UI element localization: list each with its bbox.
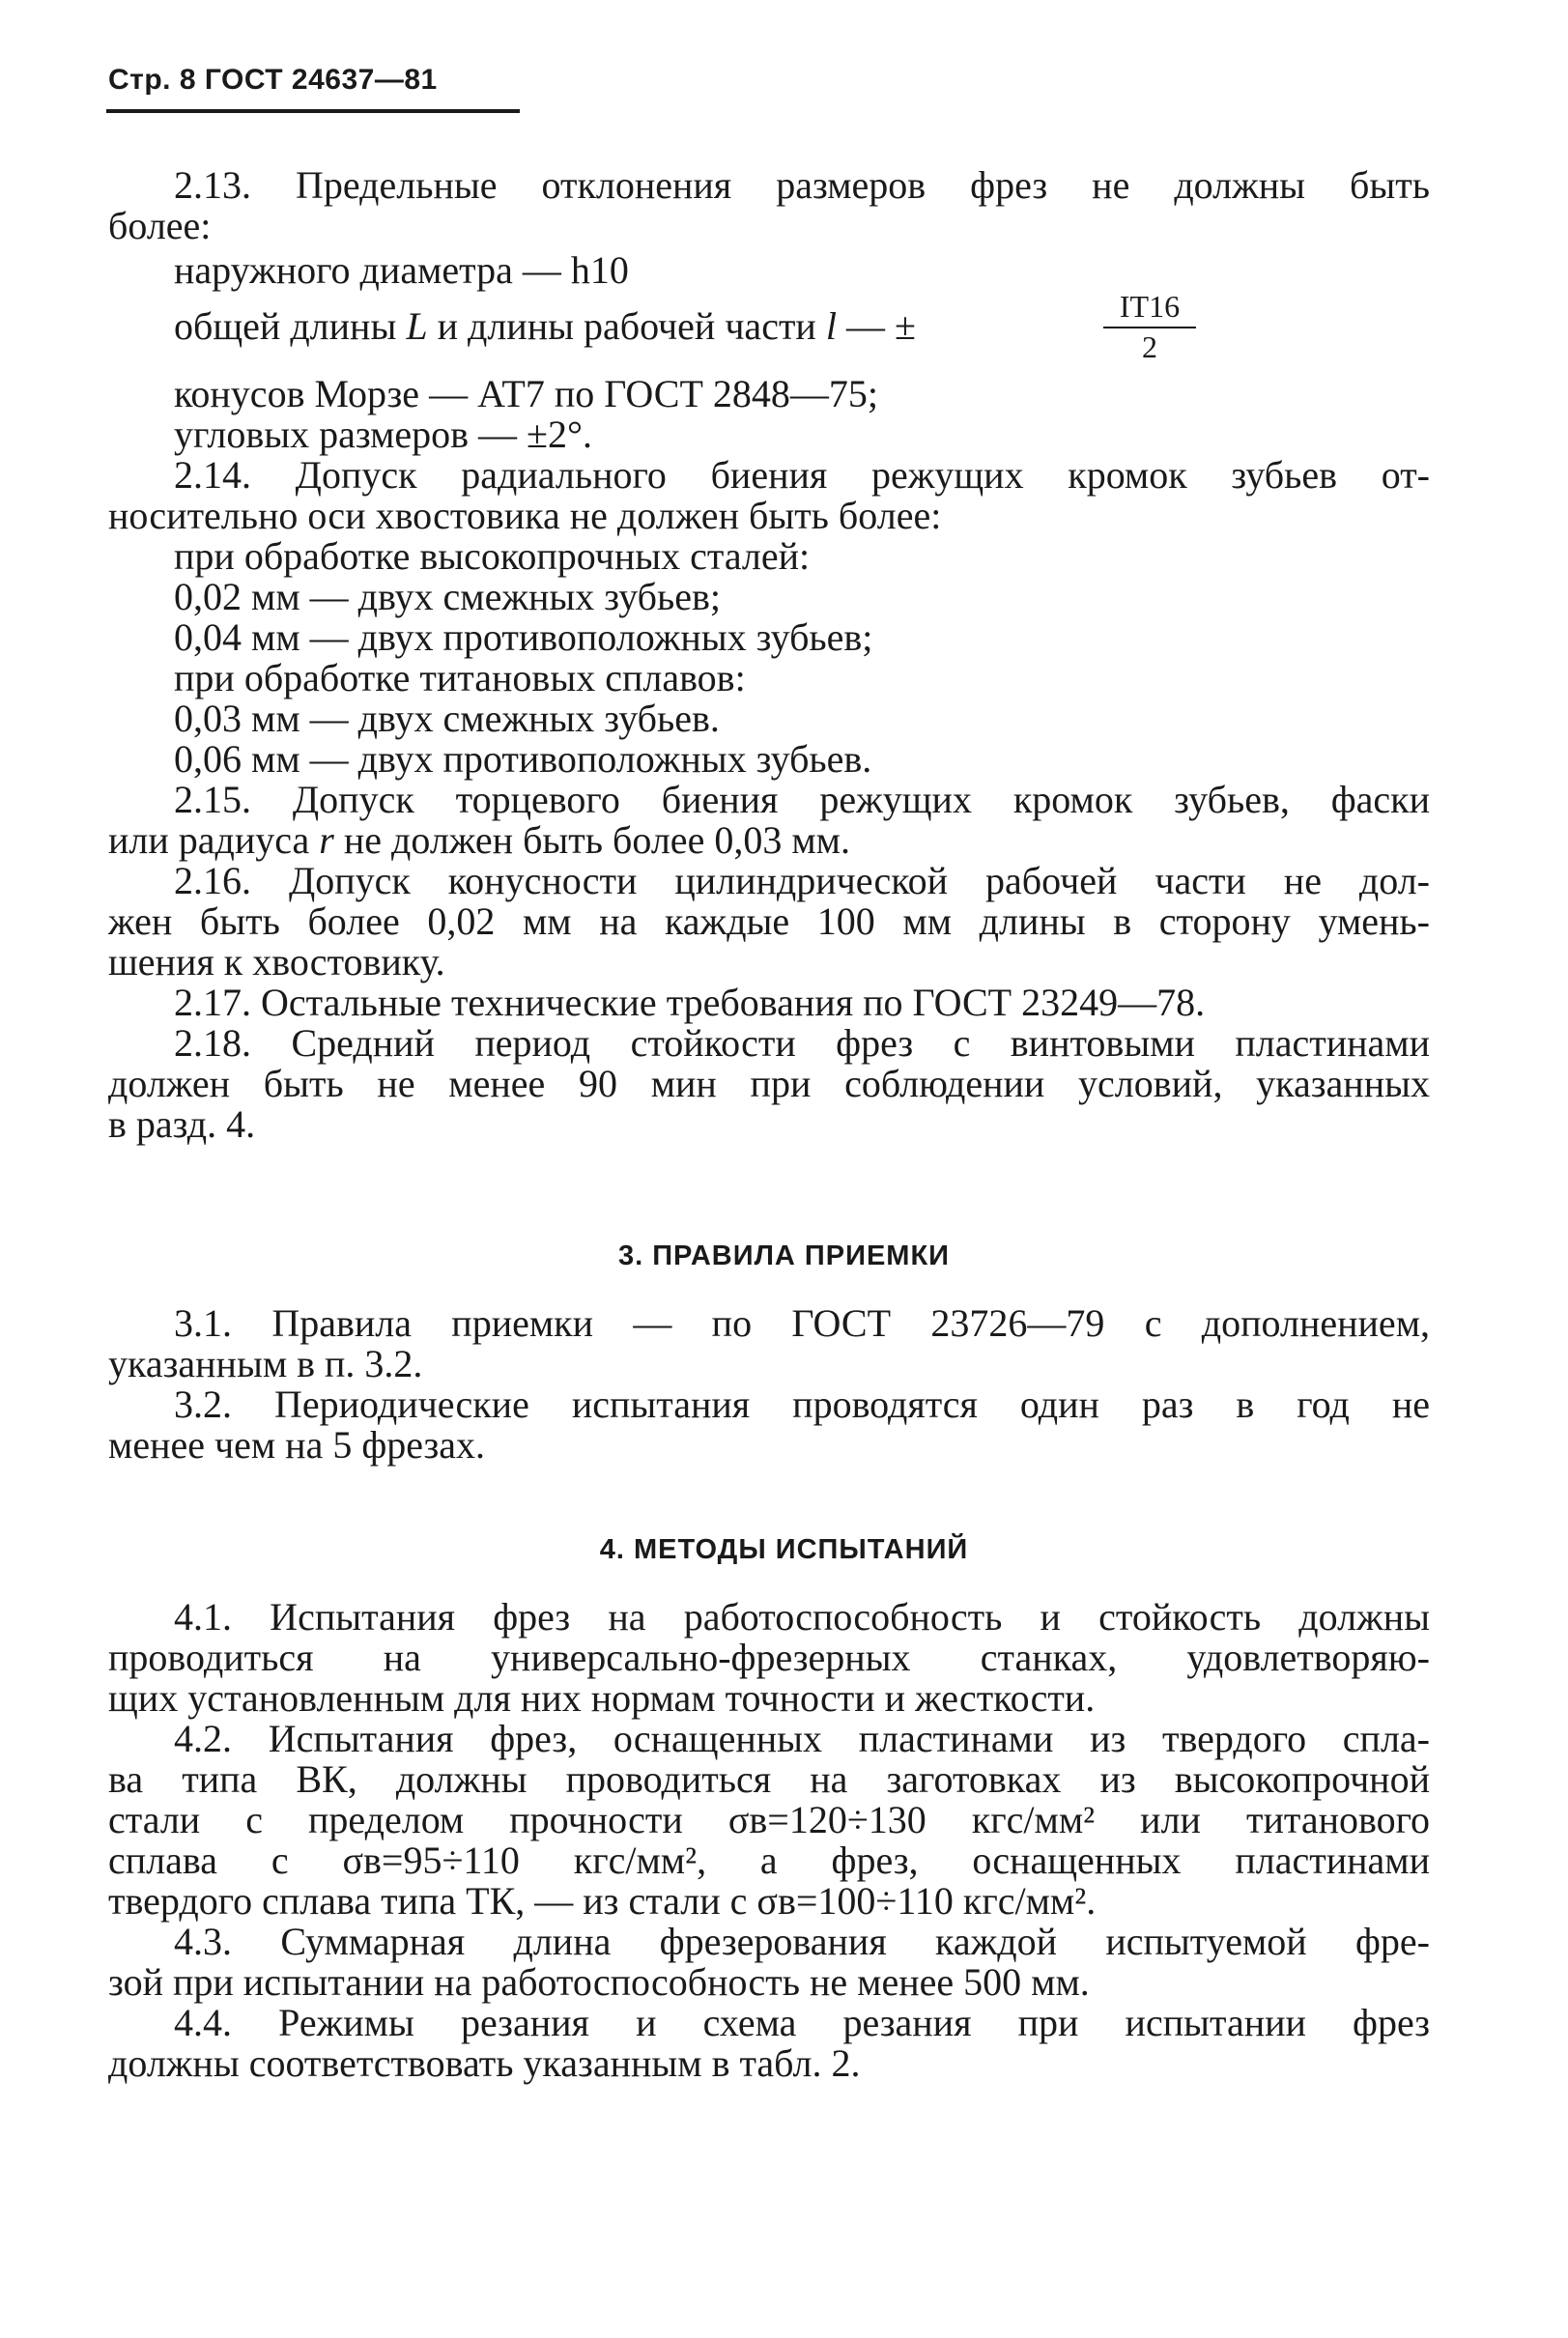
- p41-line-1: 4.1. Испытания фрез на работоспособность и стойкость должны: [174, 1595, 1430, 1639]
- p213-line-5: конусов Морзе — АТ7 по ГОСТ 2848—75;: [174, 372, 879, 415]
- p216-line-2: жен быть более 0,02 мм на каждые 100 мм длины в сторону умень-: [108, 899, 1430, 943]
- p214-line-4: 0,02 мм — двух смежных зубьев;: [174, 575, 722, 618]
- p213-line-3: наружного диаметра — h10: [174, 248, 629, 292]
- p214-line-7: 0,03 мм — двух смежных зубьев.: [174, 697, 720, 740]
- header-rule: [106, 109, 520, 113]
- p214-line-1: 2.14. Допуск радиального биения режущих кромок зубьев от-: [174, 453, 1430, 497]
- p216-line-3: шения к хвостовику.: [108, 940, 445, 984]
- p218-line-3: в разд. 4.: [108, 1102, 256, 1146]
- p41-line-2: проводиться на универсально-фрезерных станках, удовлетворяю-: [108, 1636, 1430, 1679]
- p43-line-1: 4.3. Суммарная длина фрезерования каждой испытуемой фре-: [174, 1920, 1430, 1963]
- section-3-heading: 3. ПРАВИЛА ПРИЕМКИ: [617, 1240, 951, 1271]
- p32-line-2: менее чем на 5 фрезах.: [108, 1423, 486, 1467]
- fraction-bar: [1103, 327, 1196, 328]
- p44-line-1: 4.4. Режимы резания и схема резания при испытании фрез: [174, 2001, 1430, 2044]
- p43-line-2: зой при испытании на работоспособность не менее 500 мм.: [108, 1960, 1090, 2004]
- p218-line-1: 2.18. Средний период стойкости фрез с винтовыми пластинами: [174, 1021, 1430, 1065]
- p42-line-2: ва типа ВК, должны проводиться на заготовках из высокопрочной: [108, 1757, 1430, 1801]
- p41-line-3: щих установленным для них нормам точности и жесткости.: [108, 1676, 1096, 1720]
- p214-line-8: 0,06 мм — двух противоположных зубьев.: [174, 737, 872, 781]
- p31-line-1: 3.1. Правила приемки — по ГОСТ 23726—79 с дополнением,: [174, 1301, 1430, 1345]
- p31-line-2: указанным в п. 3.2.: [108, 1342, 423, 1385]
- p216-line-1: 2.16. Допуск конусности цилиндрической рабочей части не дол-: [174, 859, 1430, 902]
- fraction-denominator: 2: [1142, 329, 1157, 364]
- fraction-numerator: IT16: [1119, 289, 1181, 324]
- p214-line-2: носительно оси хвостовика не должен быть более:: [108, 494, 942, 537]
- p213-line-6: угловых размеров — ±2°.: [174, 413, 592, 456]
- p214-line-3: при обработке высокопрочных сталей:: [174, 534, 811, 578]
- section-4-heading: 4. МЕТОДЫ ИСПЫТАНИЙ: [599, 1534, 969, 1565]
- p214-line-5: 0,04 мм — двух противоположных зубьев;: [174, 615, 873, 659]
- page-header: Стр. 8 ГОСТ 24637—81: [108, 64, 438, 96]
- p32-line-1: 3.2. Периодические испытания проводятся один раз в год не: [174, 1383, 1430, 1426]
- p42-line-1: 4.2. Испытания фрез, оснащенных пластинами из твердого спла-: [174, 1717, 1430, 1760]
- p217-line-1: 2.17. Остальные технические требования по ГОСТ 23249—78.: [174, 981, 1206, 1024]
- p213-line-4: общей длины L и длины рабочей части l — ±: [174, 304, 916, 348]
- p214-line-6: при обработке титановых сплавов:: [174, 656, 746, 699]
- p215-line-2: или радиуса r не должен быть более 0,03 мм.: [108, 818, 850, 862]
- p42-line-3: стали с пределом прочности σв=120÷130 кгс/мм² или титанового: [108, 1798, 1430, 1841]
- p42-line-4: сплава с σв=95÷110 кгс/мм², а фрез, оснащенных пластинами: [108, 1839, 1430, 1882]
- p42-line-5: твердого сплава типа ТК, — из стали с σв=100÷110 кгс/мм².: [108, 1879, 1097, 1923]
- p213-line-1: 2.13. Предельные отклонения размеров фрез не должны быть: [174, 163, 1430, 207]
- p213-line-2: более:: [108, 204, 212, 247]
- p215-line-1: 2.15. Допуск торцевого биения режущих кромок зубьев, фаски: [174, 778, 1430, 821]
- p218-line-2: должен быть не менее 90 мин при соблюдении условий, указанных: [108, 1062, 1430, 1105]
- p44-line-2: должны соответствовать указанным в табл. 2.: [108, 2041, 861, 2085]
